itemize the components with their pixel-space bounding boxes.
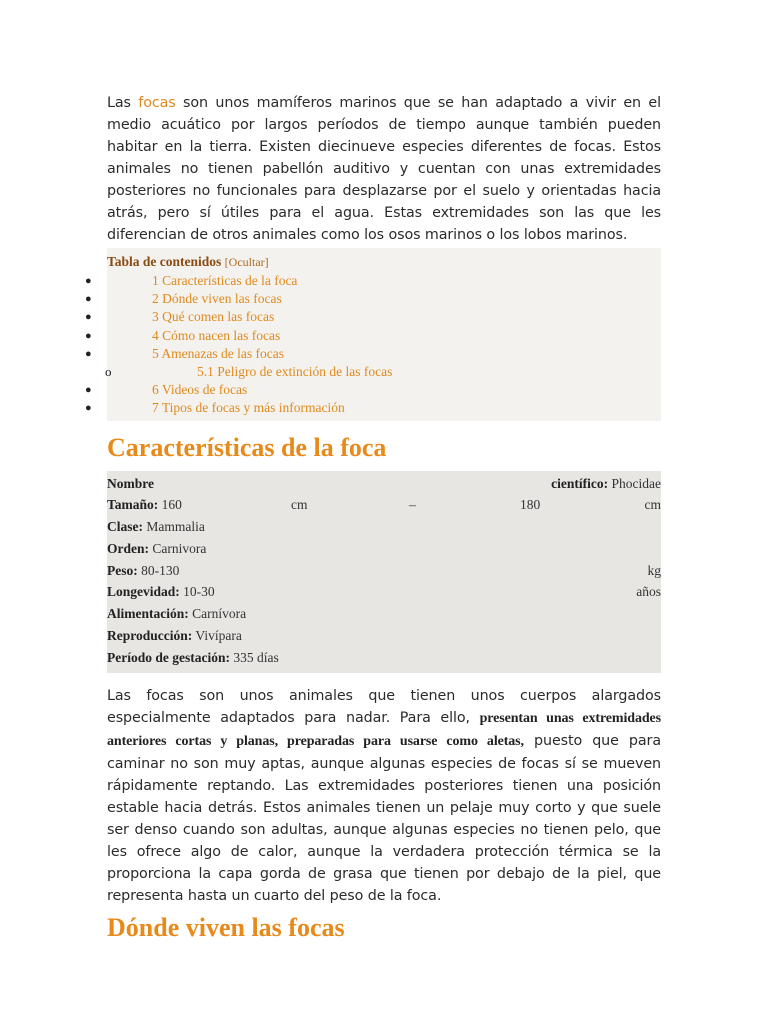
bullet-icon: ● (85, 293, 92, 306)
intro-text-rest: son unos mamíferos marinos que se han adaptado a vivir en el medio acuático por largos períodos de tiempo aunque también pueden habitar en la tierra. Existen diecinueve especies diferentes de focas. Estos animales no tienen pabellón auditivo y cuentan con unas extremidades posteriores no funcionales para desplazarse por el suelo y orientadas hacia atrás, pero sí útiles para el agua. Estas extremidades son las que les diferencian de otros animales como los osos marinos o los lobos marinos. (107, 95, 661, 243)
toc-list (85, 272, 661, 418)
toc-item[interactable] (85, 399, 661, 417)
fact-value: Carnivora (152, 540, 207, 556)
toc-item[interactable] (85, 345, 661, 363)
fact-value: Carnívora (192, 606, 247, 622)
fact-value: 335 días (233, 649, 279, 665)
toc-item-label[interactable]: 1 Características de la foca (152, 273, 298, 288)
section-heading-caracteristicas: Características de la foca (107, 432, 387, 462)
fact-value: Mammalia (146, 519, 205, 535)
bullet-icon: ● (85, 347, 92, 360)
fact-value: 180 (520, 497, 541, 513)
toc-header (107, 252, 661, 272)
fact-unit: kg (647, 562, 661, 578)
intro-paragraph (107, 92, 661, 246)
intro-text-start: Las (107, 95, 139, 111)
fact-row-nombre (107, 473, 661, 495)
focas-link[interactable]: focas (138, 95, 176, 111)
toc-item[interactable] (85, 308, 661, 326)
fact-label: científico: (551, 475, 609, 491)
fact-value: 80-130 (141, 562, 180, 578)
fact-unit: cm (291, 497, 308, 513)
fact-label: Peso: (107, 562, 138, 578)
toc-item[interactable] (85, 272, 661, 290)
fact-label: Tamaño: (107, 497, 159, 513)
toc-title: Tabla de contenidos (107, 254, 222, 269)
toc-item-label[interactable]: 7 Tipos de focas y más información (152, 400, 345, 416)
toc-item[interactable] (85, 327, 661, 345)
fact-row-reproduccion (107, 625, 661, 647)
toc-item-label[interactable]: 2 Dónde viven las focas (152, 291, 282, 307)
fact-label: Nombre (107, 475, 154, 491)
facts-box (107, 471, 661, 673)
table-of-contents (85, 248, 661, 421)
fact-value: Vivípara (195, 628, 242, 644)
toc-item[interactable] (85, 290, 661, 308)
toc-item-label[interactable]: 4 Cómo nacen las focas (152, 327, 281, 343)
bullet-icon: ● (85, 329, 92, 342)
fact-row-tamano (107, 494, 661, 516)
body-text-rest: puesto que para caminar no son muy aptas, aunque algunas especies de focas sí se mueven rápidamente reptando. Las extremidades posteriores tienen una posición estable hacia detrás. Estos animales tienen un pelaje muy corto y que suele ser denso cuando son adultas, aunque algunas especies no tienen pelo, que les ofrece algo de calor, aunque la verdadera protección térmica se la proporciona la capa gorda de grasa que tienen por debajo de la piel, que representa hasta un cuarto del peso de la foca. (107, 732, 661, 904)
fact-value: 160 (161, 497, 182, 513)
bullet-icon: ● (85, 311, 92, 324)
fact-row-longevidad (107, 581, 661, 603)
article (85, 92, 662, 943)
fact-label: Reproducción: (107, 628, 193, 644)
fact-row-orden (107, 538, 661, 560)
fact-label: Orden: (107, 540, 149, 556)
toc-subitem[interactable] (107, 363, 661, 381)
toc-item-label[interactable]: 5 Amenazas de las focas (152, 345, 284, 361)
toc-item-label[interactable]: 6 Videos de focas (152, 382, 248, 398)
fact-label: Longevidad: (107, 584, 180, 600)
fact-label: Alimentación: (107, 606, 189, 622)
fact-value: 10-30 (183, 584, 215, 600)
toc-item-label[interactable]: 3 Qué comen las focas (152, 309, 275, 325)
toc-item[interactable] (85, 381, 661, 399)
circle-bullet-icon: o (105, 363, 112, 379)
bullet-icon: ● (85, 402, 92, 415)
fact-label: Período de gestación: (107, 649, 230, 665)
toc-item-label[interactable]: 5.1 Peligro de extinción de las focas (197, 363, 393, 379)
body-bold-text: presentan unas extremidades anteriores cortas y planas, preparadas para usarse como aletas, (107, 710, 662, 749)
bullet-icon: ● (85, 275, 92, 287)
fact-row-peso (107, 560, 661, 582)
fact-value-text: Phocidae (611, 475, 661, 491)
fact-value (551, 473, 661, 495)
fact-dash: – (409, 497, 416, 513)
body-paragraph (107, 685, 661, 907)
fact-unit: cm (644, 497, 661, 513)
fact-row-clase (107, 516, 661, 538)
fact-unit: años (636, 584, 661, 600)
section-heading-donde-viven: Dónde viven las focas (107, 912, 345, 942)
fact-row-alimentacion (107, 603, 661, 625)
fact-label: Clase: (107, 519, 143, 535)
bullet-icon: ● (85, 384, 92, 397)
toc-toggle-link[interactable]: [Ocultar] (224, 255, 269, 269)
body-text-start: Las focas son unos animales que tienen unos cuerpos alargados especialmente adaptados para nadar. Para ello, (107, 687, 661, 726)
fact-row-gestacion (107, 647, 661, 669)
